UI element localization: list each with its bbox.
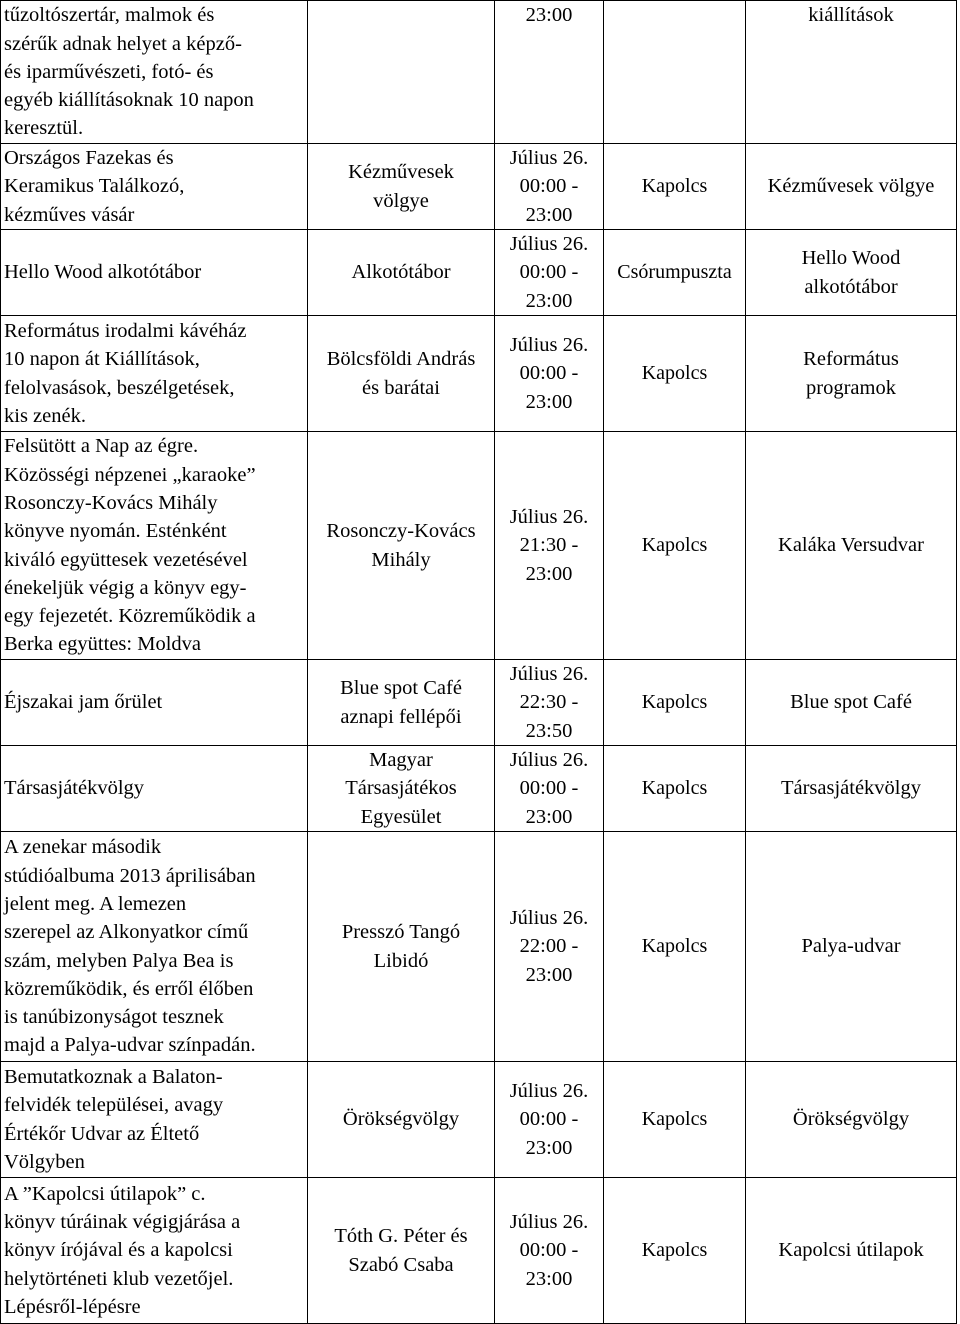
- table-row: [1, 316, 957, 432]
- event-organizer: Presszó Tangó Libidó: [308, 832, 495, 1062]
- event-place: Kapolcs: [604, 432, 746, 660]
- event-time: Július 26. 00:00 - 23:00: [495, 1178, 604, 1324]
- event-time: Július 26. 21:30 - 23:00: [495, 432, 604, 660]
- table-row: [1, 1178, 957, 1324]
- event-time: Július 26. 00:00 - 23:00: [495, 144, 604, 230]
- event-venue: Kaláka Versudvar: [746, 432, 957, 660]
- event-organizer: Alkotótábor: [308, 230, 495, 316]
- event-description: Országos Fazekas és Keramikus Találkozó, kézműves vásár: [1, 144, 308, 230]
- event-organizer: Kézművesek völgye: [308, 144, 495, 230]
- event-venue: Kapolcsi útilapok: [746, 1178, 957, 1324]
- event-description: Református irodalmi kávéház 10 napon át Kiállítások, felolvasások, beszélgetések, kis zenék.: [1, 316, 308, 432]
- event-description: Hello Wood alkotótábor: [1, 230, 308, 316]
- table-row: [1, 1062, 957, 1178]
- event-venue: Blue spot Café: [746, 660, 957, 746]
- event-place: Kapolcs: [604, 832, 746, 1062]
- event-description: A zenekar második stúdióalbuma 2013 áprilisában jelent meg. A lemezen szerepel az Alkonyatkor című szám, melyben Palya Bea is közreműködik, és erről élőben is tanúbizonyságot tesznek majd a Palya-udvar színpadán.: [1, 832, 308, 1062]
- event-time: 23:00: [495, 1, 604, 144]
- event-time: Július 26. 00:00 - 23:00: [495, 316, 604, 432]
- table-row: [1, 746, 957, 832]
- event-place: Kapolcs: [604, 1178, 746, 1324]
- event-organizer: Magyar Társasjátékos Egyesület: [308, 746, 495, 832]
- event-time: Július 26. 00:00 - 23:00: [495, 1062, 604, 1178]
- event-organizer: Tóth G. Péter és Szabó Csaba: [308, 1178, 495, 1324]
- table-row: [1, 432, 957, 660]
- event-organizer: Blue spot Café aznapi fellépői: [308, 660, 495, 746]
- event-place: Kapolcs: [604, 316, 746, 432]
- event-place: Csórumpuszta: [604, 230, 746, 316]
- event-venue: Társasjátékvölgy: [746, 746, 957, 832]
- event-time: Július 26. 22:30 - 23:50: [495, 660, 604, 746]
- event-description: Bemutatkoznak a Balaton- felvidék települései, avagy Értékőr Udvar az Éltető Völgyben: [1, 1062, 308, 1178]
- event-place: Kapolcs: [604, 746, 746, 832]
- table-row: [1, 230, 957, 316]
- table-row: [1, 144, 957, 230]
- event-time: Július 26. 00:00 - 23:00: [495, 230, 604, 316]
- event-description: Társasjátékvölgy: [1, 746, 308, 832]
- table-row: [1, 1, 957, 144]
- event-place: Kapolcs: [604, 144, 746, 230]
- event-description: A ”Kapolcsi útilapok” c. könyv túráinak végigjárása a könyv írójával és a kapolcsi helytörténeti klub vezetőjel. Lépésről-lépésre: [1, 1178, 308, 1324]
- table-row: [1, 832, 957, 1062]
- event-description: Felsütött a Nap az égre. Közösségi népzenei „karaoke” Rosonczy-Kovács Mihály könyve nyomán. Esténként kiváló együttesek vezetésével énekeljük végig a könyv egy- egy fejezetét. Közreműködik a Berka együttes: Moldva: [1, 432, 308, 660]
- event-organizer: [308, 1, 495, 144]
- event-organizer: Rosonczy-Kovács Mihály: [308, 432, 495, 660]
- event-description: tűzoltószertár, malmok és szérűk adnak helyet a képző- és iparművészeti, fotó- és egyéb kiállításoknak 10 napon keresztül.: [1, 1, 308, 144]
- event-venue: Palya-udvar: [746, 832, 957, 1062]
- event-venue: kiállítások: [746, 1, 957, 144]
- event-time: Július 26. 22:00 - 23:00: [495, 832, 604, 1062]
- event-venue: Hello Wood alkotótábor: [746, 230, 957, 316]
- event-organizer: Bölcsföldi András és barátai: [308, 316, 495, 432]
- event-venue: Református programok: [746, 316, 957, 432]
- event-place: [604, 1, 746, 144]
- event-organizer: Örökségvölgy: [308, 1062, 495, 1178]
- event-time: Július 26. 00:00 - 23:00: [495, 746, 604, 832]
- table-row: [1, 660, 957, 746]
- event-place: Kapolcs: [604, 1062, 746, 1178]
- event-venue: Örökségvölgy: [746, 1062, 957, 1178]
- event-venue: Kézművesek völgye: [746, 144, 957, 230]
- event-description: Éjszakai jam őrület: [1, 660, 308, 746]
- event-place: Kapolcs: [604, 660, 746, 746]
